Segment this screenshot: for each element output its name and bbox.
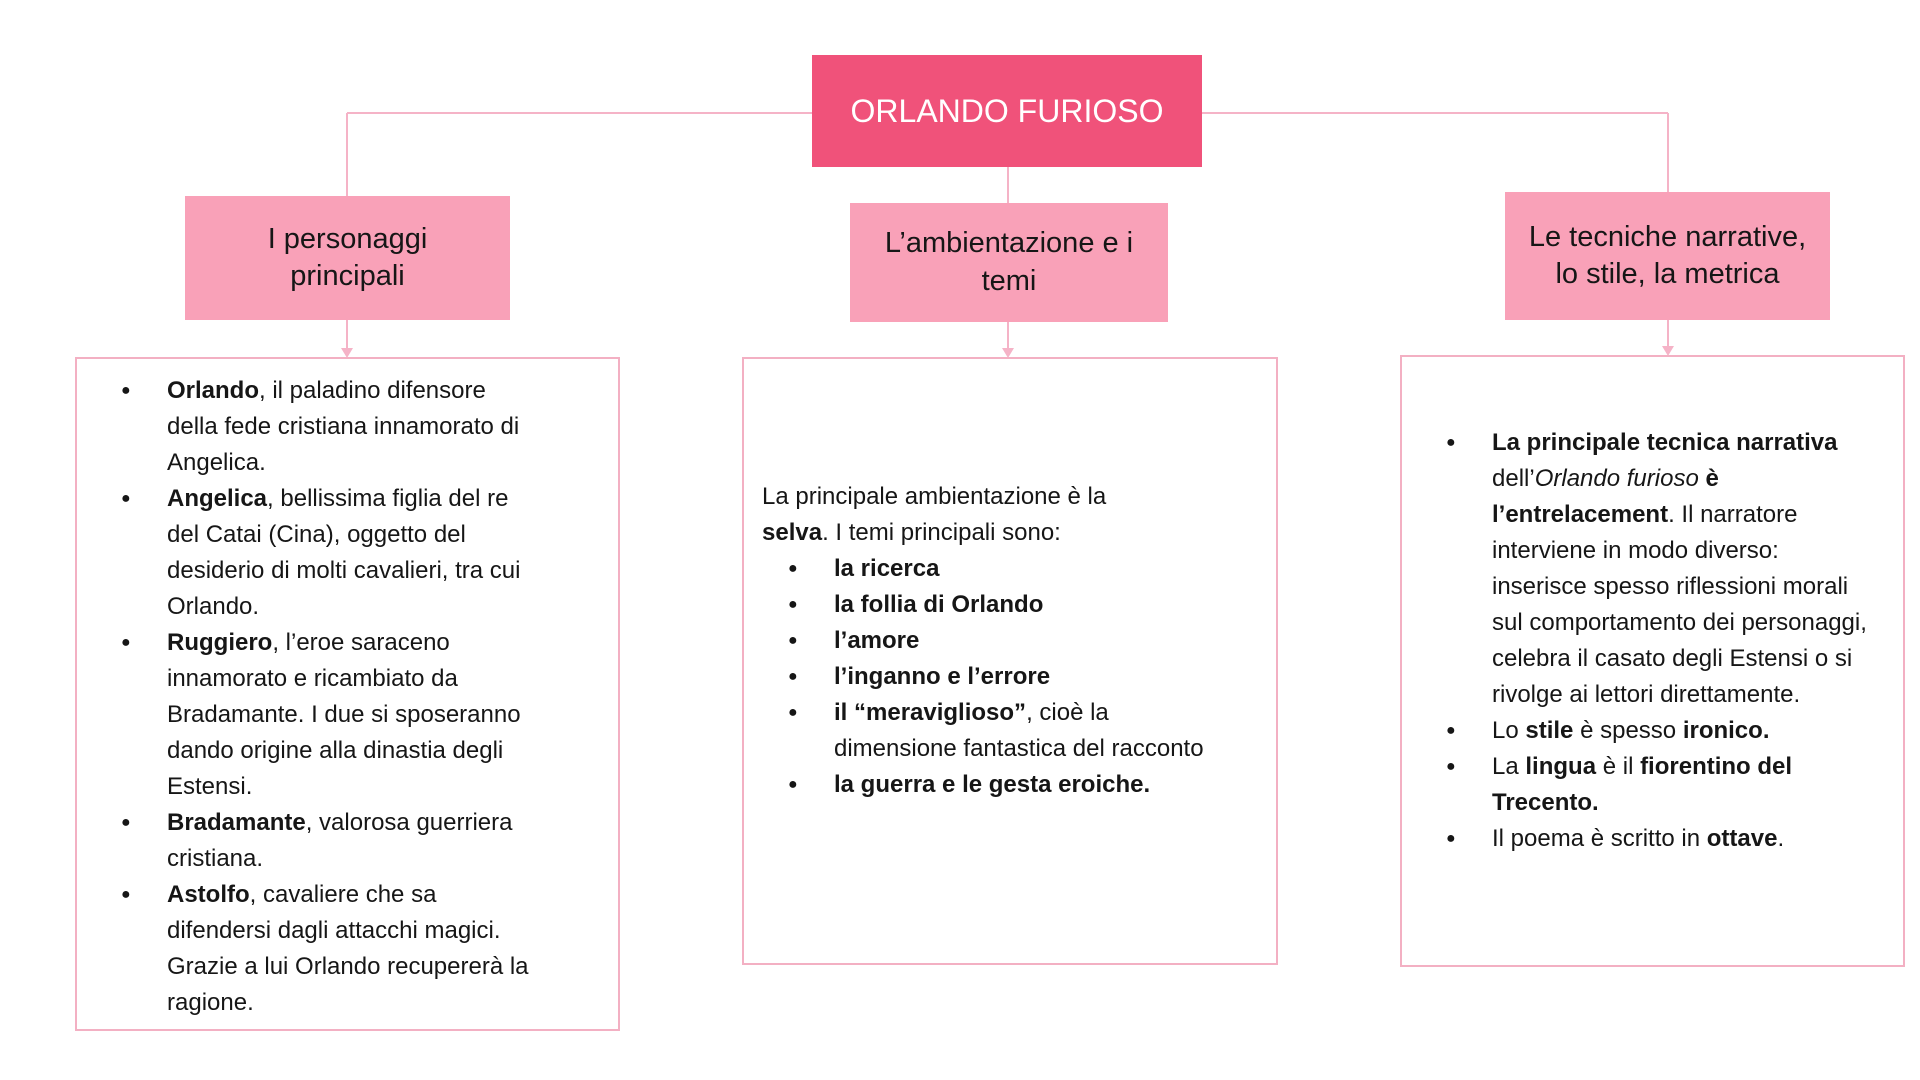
list-item-ruggiero: ● Ruggiero, l’eroe saraceno innamorato e ricambiato da Bradamante. I due si sposeranno dando origine alla dinastia degli Estensi. (77, 625, 618, 805)
branch-node-ambientazione (850, 203, 1168, 322)
ambientazione-intro: La principale ambientazione è la selva. I temi principali sono: (762, 483, 1107, 546)
list-item-lingua: ● La lingua è il fiorentino del Trecento. (1402, 749, 1903, 821)
list-item-bradamante: ● Bradamante, valorosa guerriera cristiana. (77, 805, 618, 877)
branch-label-ambientazione: L’ambientazione e i temi (884, 227, 1134, 297)
branch-node-tecniche (1505, 192, 1830, 320)
list-item-ottave: ● Il poema è scritto in ottave. (1402, 821, 1903, 857)
branch-label-personaggi: I personaggi principali (267, 222, 428, 292)
root-node (812, 55, 1202, 167)
list-item-inganno: ● l’inganno e l’errore (744, 659, 1276, 695)
personaggi-list (77, 373, 618, 1021)
list-item-orlando: ● Orlando, il paladino difensore della fede cristiana innamorato di Angelica. (77, 373, 618, 481)
list-item-stile: ● Lo stile è spesso ironico. (1402, 713, 1903, 749)
list-item-entrelacement: ● La principale tecnica narrativa dell’Orlando furioso è l’entrelacement. Il narratore interviene in modo diverso: inserisce spesso riflessioni morali sul comportamento dei personaggi, celebra il casato degli Estensi o si rivolge ai lettori direttamente. (1402, 425, 1903, 713)
branch-node-personaggi (185, 196, 510, 320)
list-item-astolfo: ● Astolfo, cavaliere che sa difendersi dagli attacchi magici. Grazie a lui Orlando recupererà la ragione. (77, 877, 618, 1021)
list-item-amore: ● l’amore (744, 623, 1276, 659)
root-node-label: ORLANDO FURIOSO (850, 92, 1164, 129)
list-item-meraviglioso: ● il “meraviglioso”, cioè la dimensione fantastica del racconto (744, 695, 1276, 767)
tecniche-list (1402, 425, 1903, 857)
temi-list (744, 551, 1276, 803)
content-box-tecniche (1400, 355, 1905, 967)
list-item-guerra: ● la guerra e le gesta eroiche. (744, 767, 1276, 803)
list-item-ricerca: ● la ricerca (744, 551, 1276, 587)
content-box-ambientazione (742, 357, 1278, 965)
branch-label-tecniche: Le tecniche narrative, lo stile, la metrica (1528, 220, 1807, 290)
list-item-angelica: ● Angelica, bellissima figlia del re del Catai (Cina), oggetto del desiderio di molti cavalieri, tra cui Orlando. (77, 481, 618, 625)
list-item-follia: ● la follia di Orlando (744, 587, 1276, 623)
content-box-personaggi (75, 357, 620, 1031)
